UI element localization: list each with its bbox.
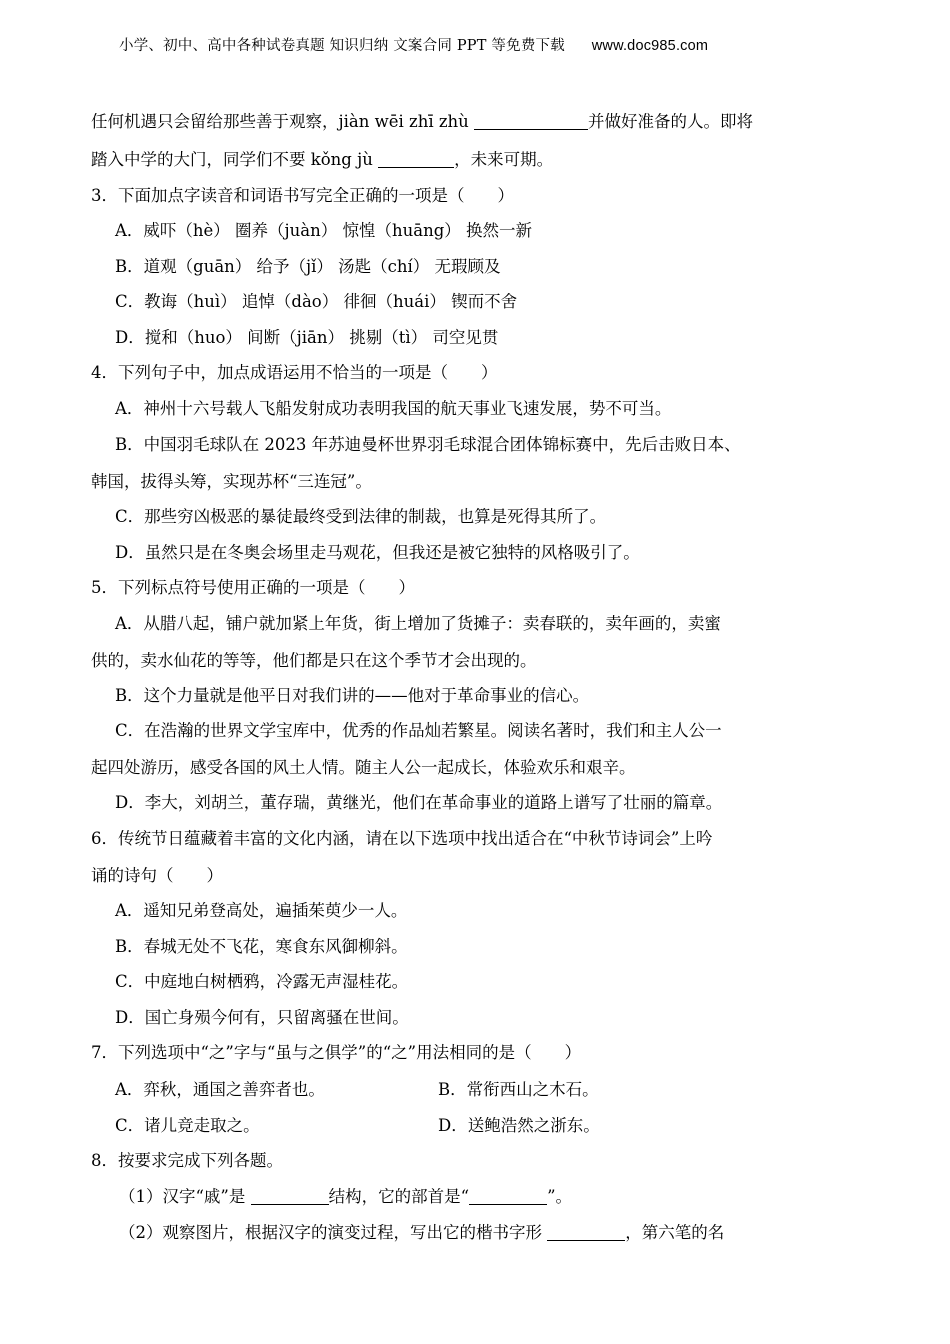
answer-blank[interactable] <box>251 1188 329 1205</box>
q4-option-a: A．神州十六号载人飞船发射成功表明我国的航天事业飞速发展，势不可当。 <box>115 399 672 418</box>
q8-part-1-text: ”。 <box>547 1187 572 1206</box>
q5-option-c-cont: 起四处游历，感受各国的风土人情。随主人公一起成长，体验欢乐和艰辛。 <box>91 758 636 777</box>
question-5-stem: 5．下列标点符号使用正确的一项是（ ） <box>91 578 415 597</box>
q8-part-1 <box>119 1187 572 1207</box>
q3-option-c: C．教诲（huì） 追悼（dào） 徘徊（huái） 锲而不舍 <box>115 292 518 311</box>
intro-text: 并做好准备的人。即将 <box>588 112 754 131</box>
q8-part-2-text: ，第六笔的名 <box>625 1223 725 1242</box>
q4-option-b-cont: 韩国，拔得头筹，实现苏杯“三连冠”。 <box>91 472 372 491</box>
q5-option-a-cont: 供的，卖水仙花的等等，他们都是只在这个季节才会出现的。 <box>91 651 537 670</box>
q3-option-a: A．威吓（hè） 圈养（juàn） 惊惶（huāng） 换然一新 <box>115 221 533 240</box>
intro-line-1 <box>91 112 753 132</box>
q8-part-2 <box>119 1223 724 1243</box>
q3-option-d: D．搅和（huo） 间断（jiān） 挑剔（tì） 司空见贯 <box>115 328 499 347</box>
page-header <box>119 34 708 55</box>
question-4-stem: 4．下列句子中，加点成语运用不恰当的一项是（ ） <box>91 363 498 382</box>
q4-option-d: D．虽然只是在冬奥会场里走马观花，但我还是被它独特的风格吸引了。 <box>115 543 640 562</box>
q6-option-a: A．遥知兄弟登高处，遍插茱萸少一人。 <box>115 901 408 920</box>
q5-option-b: B．这个力量就是他平日对我们讲的——他对于革命事业的信心。 <box>115 686 590 705</box>
q7-option-d: D．送鲍浩然之浙东。 <box>438 1116 600 1135</box>
q3-option-b: B．道观（guān） 给予（jǐ） 汤匙（chí） 无瑕顾及 <box>115 257 501 276</box>
q7-option-b: B．常衔西山之木石。 <box>438 1080 599 1099</box>
q6-option-c: C．中庭地白树栖鸦，冷露无声湿桂花。 <box>115 972 409 991</box>
q8-part-2-text: （2）观察图片，根据汉字的演变过程，写出它的楷书字形 <box>119 1223 548 1242</box>
question-7-stem: 7．下列选项中“之”字与“虽与之俱学”的“之”用法相同的是（ ） <box>91 1043 582 1062</box>
intro-line-2 <box>91 150 553 170</box>
question-3-stem: 3．下面加点字读音和词语书写完全正确的一项是（ ） <box>91 186 514 205</box>
q6-option-d: D．国亡身殒今何有，只留离骚在世间。 <box>115 1008 409 1027</box>
q4-option-c: C．那些穷凶极恶的暴徒最终受到法律的制裁，也算是死得其所了。 <box>115 507 607 526</box>
question-6-stem-cont: 诵的诗句（ ） <box>91 866 223 885</box>
q4-option-b: B．中国羽毛球队在 2023 年苏迪曼杯世界羽毛球混合团体锦标赛中，先后击败日本、 <box>115 435 741 454</box>
question-6-stem: 6．传统节日蕴藏着丰富的文化内涵，请在以下选项中找出适合在“中秋节诗词会”上吟 <box>91 829 713 848</box>
question-8-stem: 8．按要求完成下列各题。 <box>91 1151 283 1170</box>
q8-part-1-text: （1）汉字“戚”是 <box>119 1187 251 1206</box>
answer-blank[interactable] <box>378 151 454 168</box>
q5-option-d: D．李大，刘胡兰，董存瑞，黄继光，他们在革命事业的道路上谱写了壮丽的篇章。 <box>115 793 723 812</box>
q8-part-1-text: 结构，它的部首是“ <box>328 1187 470 1206</box>
intro-text: ，未来可期。 <box>454 150 554 169</box>
q6-option-b: B．春城无处不飞花，寒食东风御柳斜。 <box>115 937 408 956</box>
header-site: www.doc985.com <box>591 38 709 54</box>
q7-option-c: C．诸儿竞走取之。 <box>115 1116 260 1135</box>
q5-option-a: A．从腊八起，铺户就加紧上年货，街上增加了货摊子：卖春联的，卖年画的，卖蜜 <box>115 614 721 633</box>
q5-option-c: C．在浩瀚的世界文学宝库中，优秀的作品灿若繁星。阅读名著时，我们和主人公一 <box>115 721 722 740</box>
intro-text: 任何机遇只会留给那些善于观察，jiàn wēi zhī zhù <box>91 112 475 131</box>
header-text: 小学、初中、高中各种试卷真题 知识归纳 文案合同 PPT 等免费下载 <box>119 38 565 54</box>
answer-blank[interactable] <box>547 1224 625 1241</box>
intro-text: 踏入中学的大门，同学们不要 kǒng jù <box>91 150 379 169</box>
q7-option-a: A．弈秋，通国之善弈者也。 <box>115 1080 325 1099</box>
answer-blank[interactable] <box>474 113 588 130</box>
answer-blank[interactable] <box>469 1188 547 1205</box>
